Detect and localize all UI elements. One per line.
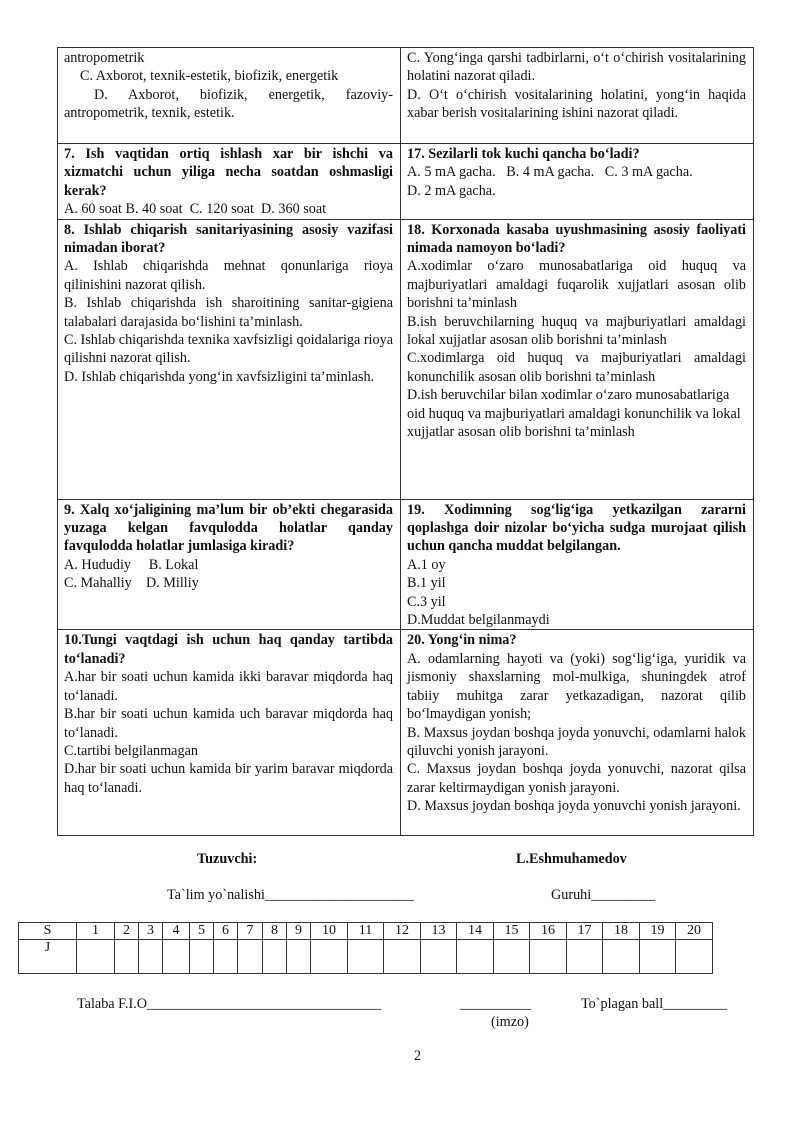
answer-box[interactable]: [214, 940, 238, 974]
answer-box[interactable]: [676, 940, 713, 974]
table-row: [58, 144, 754, 220]
direction-field[interactable]: Ta`lim yo`nalishi_____________________: [167, 887, 414, 903]
answer-option: C.tartibi belgilanmagan: [64, 742, 198, 759]
answer-option: D. 2 mA gacha.: [407, 182, 496, 199]
answer-box[interactable]: [263, 940, 287, 974]
question-text: 8. Ishlab chiqarish sanitariyasining asosiy vazifasi nimadan iborat?: [64, 221, 393, 257]
table-row: [58, 219, 754, 499]
answer-option: B.ish beruvchilarning huquq va majburiyatlari amaldagi lokal xujjatlar asosan olib borishni ta’minlash: [407, 313, 746, 349]
grid-number: 2: [115, 923, 139, 940]
group-field[interactable]: Guruhi_________: [551, 887, 656, 903]
answer-option: A. Hududiy B. Lokal: [64, 556, 199, 573]
question-text: 7. Ish vaqtidan ortiq ishlash xar bir ishchi va xizmatchi uchun yiliga necha soatdan oshmasligi kerak?: [64, 146, 393, 199]
page-number: 2: [414, 1048, 422, 1064]
answer-box[interactable]: [238, 940, 263, 974]
answer-box[interactable]: [163, 940, 190, 974]
answer-option: D. Axborot, biofizik, energetik, fazoviy-antropometrik, texnik, estetik.: [64, 86, 393, 122]
grid-number: 12: [384, 923, 421, 940]
answer-option: D. Maxsus joydan boshqa joyda yonuvchi yonish jarayoni.: [407, 798, 741, 815]
grid-number: 3: [139, 923, 163, 940]
answer-option: B.har bir soati uchun kamida uch baravar miqdorda haq to‘lanadi.: [64, 706, 393, 741]
answer-option: A.1 oy: [407, 556, 446, 573]
grid-number: 16: [530, 923, 567, 940]
grid-number: 8: [263, 923, 287, 940]
answer-box[interactable]: [384, 940, 421, 974]
answer-option: D.ish beruvchilar bilan xodimlar o‘zaro munosabatlariga oid huquq va majburiyatlari amaldagi konunchilik va lokal xujjatlar asosan olib borishni ta’minlash: [407, 387, 741, 441]
answer-box[interactable]: [311, 940, 348, 974]
answer-box[interactable]: [640, 940, 676, 974]
answer-box[interactable]: [457, 940, 494, 974]
grid-number: 9: [287, 923, 311, 940]
question-text: 20. Yong‘in nima?: [407, 632, 517, 649]
grid-number: 14: [457, 923, 494, 940]
table-row: [58, 630, 754, 836]
answer-option: C. Axborot, texnik-estetik, biofizik, energetik: [80, 68, 339, 85]
row-label-j: J: [19, 940, 77, 974]
question-cell-right: [401, 48, 754, 144]
answer-option: D. O‘t o‘chirish vositalarining holatini, yong‘in haqida xabar berish vositalarining ishini nazorat qiladi.: [407, 86, 746, 122]
answer-option: C. Mahalliy D. Milliy: [64, 575, 199, 592]
grid-number: 4: [163, 923, 190, 940]
question-cell-left: [58, 144, 401, 220]
answer-box[interactable]: [77, 940, 115, 974]
question-text: 9. Xalq xo‘jaligining ma’lum bir ob’ekti chegarasida yuzaga kelgan favqulodda holatlar qanday favqulodda holatlar jumlasiga kiradi?: [64, 501, 393, 555]
answer-option: C.xodimlarga oid huquq va majburiyatlari amaldagi konunchilik asosan olib borishni ta’minlash: [407, 350, 746, 385]
grid-number: 17: [567, 923, 603, 940]
grid-number: 11: [348, 923, 384, 940]
answer-box[interactable]: [421, 940, 457, 974]
answer-box[interactable]: [115, 940, 139, 974]
row-label-s: S: [19, 923, 77, 940]
question-cell-right: [401, 144, 754, 220]
answer-box[interactable]: [530, 940, 567, 974]
answer-box[interactable]: [348, 940, 384, 974]
answer-grid-answer-row: [19, 940, 713, 974]
answer-option: D. Ishlab chiqarishda yong‘in xavfsizligini ta’minlash.: [64, 368, 375, 385]
answer-option: D.har bir soati uchun kamida bir yarim baravar miqdorda haq to‘lanadi.: [64, 761, 393, 796]
table-row: [58, 48, 754, 144]
grid-number: 5: [190, 923, 214, 940]
answer-option: D.Muddat belgilanmaydi: [407, 612, 550, 629]
answer-option: A. odamlarning hayoti va (yoki) sog‘lig‘iga, yuridik va jismoniy shaxslarning mol-mulkiga, shuningdek atrof tabiiy muhitga zarar yetkazadigan, nazorat qilib bo‘lmaydigan yonish;: [407, 650, 746, 723]
answer-box[interactable]: [603, 940, 640, 974]
signature-field[interactable]: __________: [460, 996, 531, 1012]
compiler-name: L.Eshmuhamedov: [516, 851, 627, 867]
compiler-label: Tuzuvchi:: [197, 851, 258, 867]
grid-number: 15: [494, 923, 530, 940]
answer-box[interactable]: [287, 940, 311, 974]
question-cell-left: [58, 499, 401, 630]
grid-number: 10: [311, 923, 348, 940]
answer-option: A. 5 mA gacha. B. 4 mA gacha. C. 3 mA gacha.: [407, 164, 693, 181]
grid-number: 6: [214, 923, 238, 940]
grid-number: 7: [238, 923, 263, 940]
grid-number: 19: [640, 923, 676, 940]
question-cell-left: [58, 48, 401, 144]
question-cell-right: [401, 219, 754, 499]
answer-grid: [18, 922, 713, 974]
question-cell-right: [401, 499, 754, 630]
grid-number: 1: [77, 923, 115, 940]
table-row: [58, 499, 754, 630]
answer-grid-header-row: [19, 923, 713, 940]
answer-option: C.3 yil: [407, 593, 446, 610]
question-cell-left: [58, 630, 401, 836]
question-text: 18. Korxonada kasaba uyushmasining asosiy faoliyati nimada namoyon bo‘ladi?: [407, 221, 746, 257]
question-text: 17. Sezilarli tok kuchi qancha bo‘ladi?: [407, 146, 640, 162]
question-text: 10.Tungi vaqtdagi ish uchun haq qanday tartibda to‘lanadi?: [64, 632, 393, 667]
answer-option: A. Ishlab chiqarishda mehnat qonunlariga rioya qilinishini nazorat qilish.: [64, 258, 393, 293]
grid-number: 13: [421, 923, 457, 940]
answer-box[interactable]: [190, 940, 214, 974]
answer-box[interactable]: [567, 940, 603, 974]
question-cell-right: [401, 630, 754, 836]
answer-option: A.har bir soati uchun kamida ikki baravar miqdorda haq to‘lanadi.: [64, 669, 393, 704]
answer-option: A. 60 soat B. 40 soat C. 120 soat D. 360 soat: [64, 201, 327, 218]
signature-label: (imzo): [491, 1014, 529, 1030]
answer-option: B.1 yil: [407, 575, 446, 592]
answer-option: C. Ishlab chiqarishda texnika xavfsizligi qoidalariga rioya qilishni nazorat qilish.: [64, 332, 393, 367]
answer-option: antropometrik: [64, 50, 145, 66]
question-cell-left: [58, 219, 401, 499]
answer-box[interactable]: [139, 940, 163, 974]
questions-table: [57, 47, 754, 836]
question-text: 19. Xodimning sog‘lig‘iga yetkazilgan zararni qoplashga doir nizolar bo‘yicha sudga murojaat qilish uchun qancha muddat belgilangan.: [407, 501, 746, 555]
grid-number: 18: [603, 923, 640, 940]
answer-option: C. Yong‘inga qarshi tadbirlarni, o‘t o‘chirish vositalarining holatini nazorat qiladi.: [407, 50, 746, 85]
answer-option: C. Maxsus joydan boshqa joyda yonuvchi, nazorat qilsa zarar keltirmaydigan yonish jarayoni.: [407, 761, 746, 796]
score-field[interactable]: To`plagan ball_________: [581, 996, 727, 1012]
grid-number: 20: [676, 923, 713, 940]
answer-option: B. Ishlab chiqarishda ish sharoitining sanitar-gigiena talabalari darajasida bo‘lishini ta’minlash.: [64, 295, 393, 330]
answer-option: A.xodimlar o‘zaro munosabatlariga oid huquq va majburiyatlari amaldagi fuqarolik xujjatlari asosan olib borishni ta’minlash: [407, 258, 746, 312]
answer-box[interactable]: [494, 940, 530, 974]
answer-option: B. Maxsus joydan boshqa joyda yonuvchi, odamlarni halok qiluvchi yonish jarayoni.: [407, 724, 746, 759]
student-name-field[interactable]: Talaba F.I.O_________________________________: [77, 996, 382, 1012]
